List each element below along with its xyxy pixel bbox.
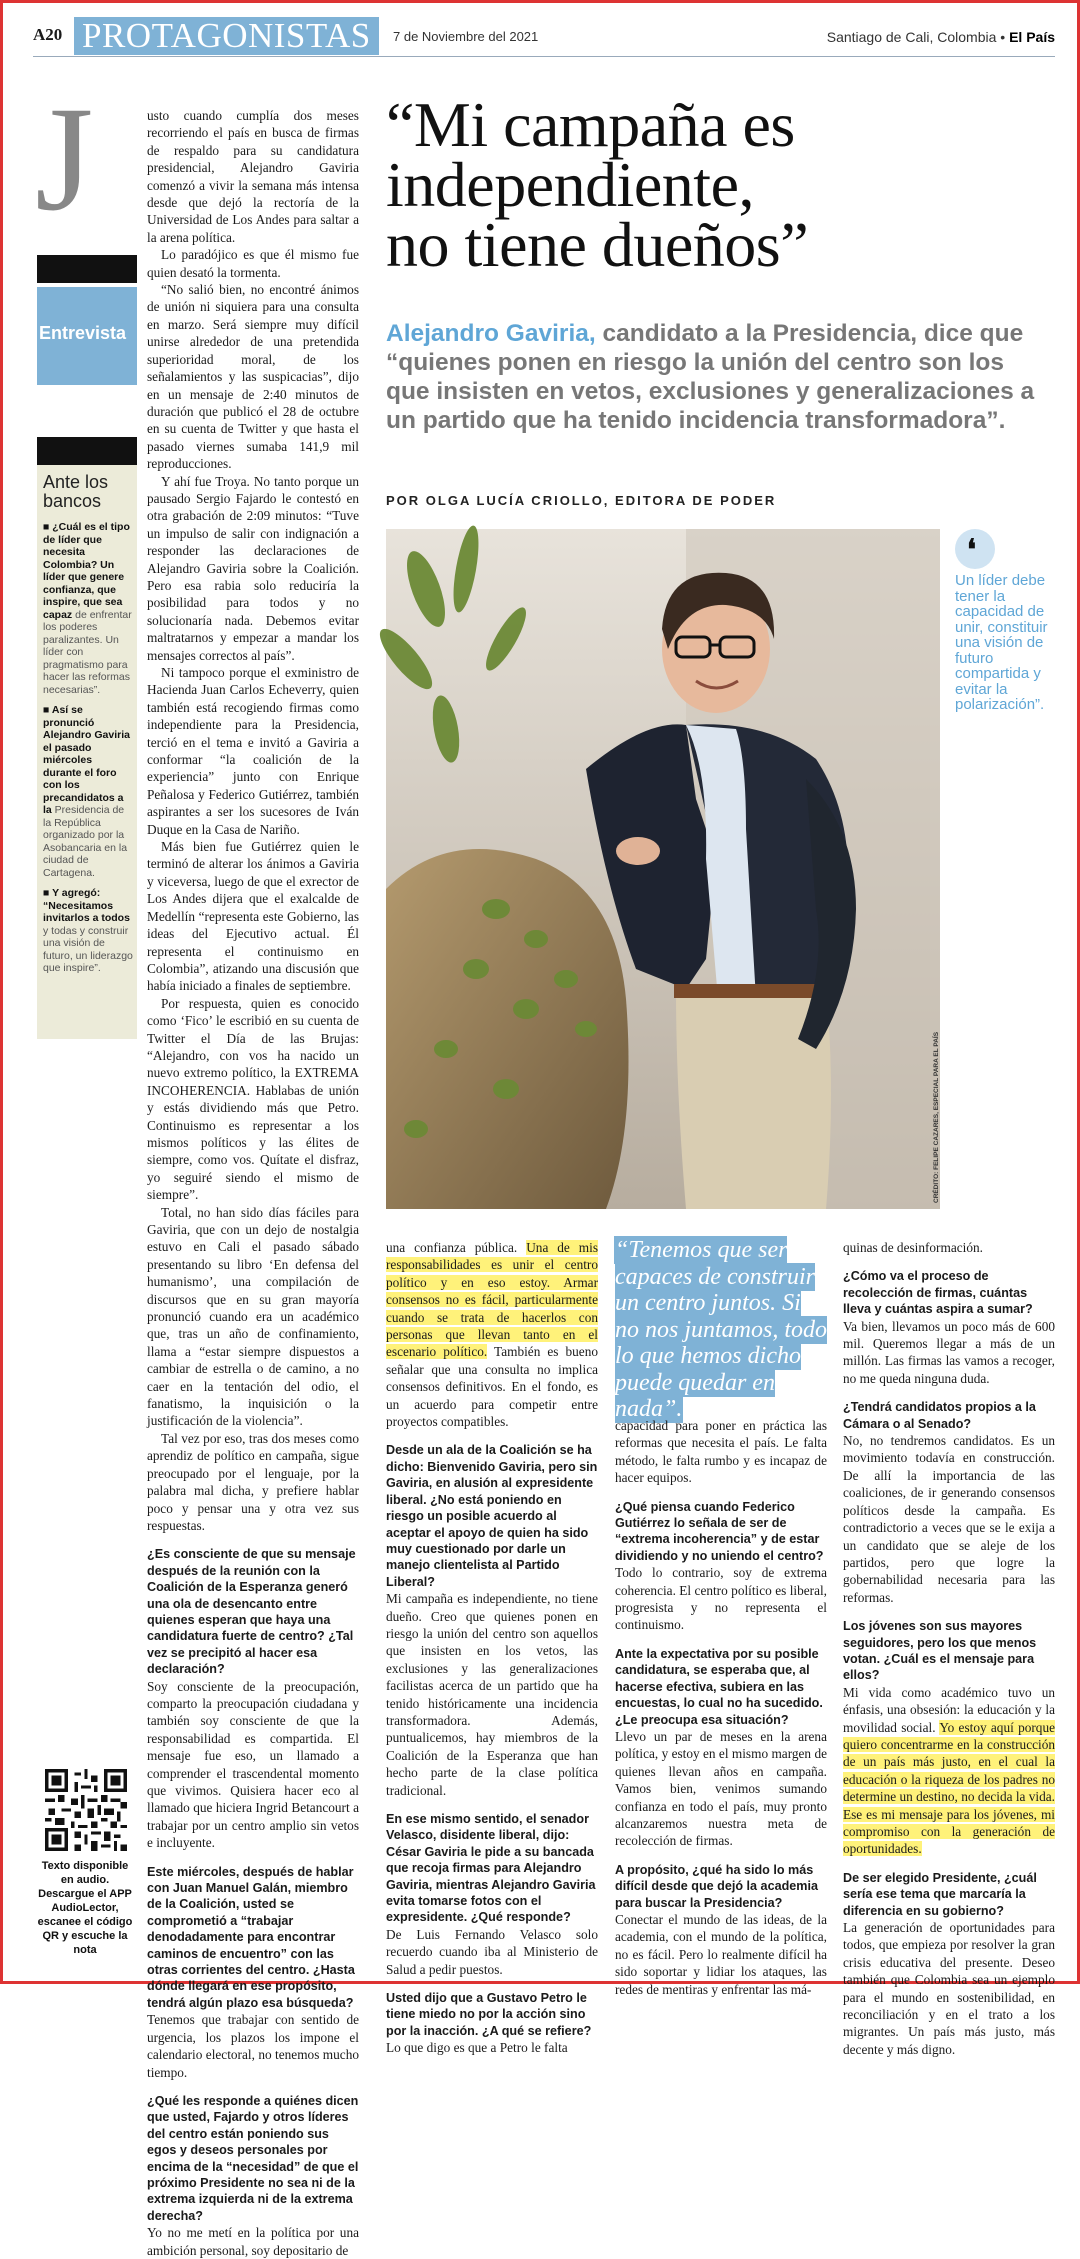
byline: POR OLGA LUCÍA CRIOLLO, EDITORA DE PODER: [386, 493, 777, 508]
article-column-4: [843, 1239, 1055, 2058]
interview-question: ¿Qué les responde a quiénes dicen que usted, Fajardo y otros líderes del centro están poniendo sus egos y deseos personales por encima de la “necesidad” de que el próximo Presidente no sea ni de la extrema izquierda ni de la extrema derecha?: [147, 2093, 359, 2223]
interview-question: Desde un ala de la Coalición se ha dicho: Bienvenido Gaviria, pero sin Gaviria, en alusión al expresidente liberal. ¿No está poniendo en riesgo un posible acuerdo al aceptar el apoyo de quien ha sido muy cuestionado por darle un manejo clientelista al Partido Liberal?: [386, 1443, 598, 1589]
sidebar-title: Ante los bancos: [43, 472, 109, 511]
article-paragraph: Y ahí fue Troya. No tanto porque un pausado Sergio Fajardo le contestó en otra grabación de 2:09 minutos: “Tuve un impulso de salir con indignación a responder las declaraciones de Alejandro Gaviria sobre la Coalición. Pero esa rabia solo reduciría la posibilidad para todos y no solucionaría nada. Debemos evitar maltratarnos y empezar a mandar los mensajes correctos al país”.: [147, 473, 359, 663]
article-column-1: [147, 107, 359, 2259]
article-paragraph: Va bien, llevamos un poco más de 600 mil. Queremos llegar a más de un millón. Las firmas las vamos a recoger, no me queda ninguna duda.: [843, 1318, 1055, 1386]
article-paragraph: No, no tendremos candidatos. Es un movimiento todavía en construcción. De allí la importancia de las coaliciones, de ir generando consensos políticos desde la campaña. Es contradictorio a veces que se le exija a un candidato que se aleje de los partidos, pero que logre la gobernabilidad necesaria para las reformas.: [843, 1433, 1055, 1605]
subject-name: Alejandro Gaviria,: [386, 320, 596, 347]
interview-question: Los jóvenes son sus mayores seguidores, pero los que menos votan. ¿Cuál es el mensaje para ellos?: [843, 1619, 1037, 1683]
interview-question: ¿Cómo va el proceso de recolección de firmas, cuántas lleva y cuántas aspira a sumar?: [843, 1269, 1033, 1317]
interview-question: ¿Qué piensa cuando Federico Gutiérrez lo señala de ser de “extrema incoherencia” y de estar dividiendo y no uniendo el centro?: [615, 1499, 824, 1563]
interview-question: ¿Tendrá candidatos propios a la Cámara o al Senado?: [843, 1400, 1036, 1431]
sidebar-item: ■ Así se pronunció Alejandro Gaviria el pasado miércoles durante el foro con los precandidatos a la Presidencia de la República organizado por la Asobancaria en la ciudad de Cartagena.: [43, 704, 130, 879]
section-title: PROTAGONISTAS: [74, 17, 379, 55]
page-header: [33, 17, 1055, 57]
interview-question: De ser elegido Presidente, ¿cuál sería ese tema que marcaría la diferencia en su gobierno?: [843, 1870, 1037, 1918]
article-paragraph: usto cuando cumplía dos meses recorriendo el país en busca de firmas de respaldo para su candidatura presidencial, Alejandro Gaviria comenzó a vivir la semana más intensa desde que dejó la rectoría de la Universidad de Los Andes para saltar a la arena política.: [147, 108, 359, 245]
audio-note: Texto disponible en audio. Descargue el APP AudioLector, escanee el código QR y escuche la nota: [37, 1860, 133, 1956]
drop-cap: J: [35, 76, 94, 242]
article-paragraph: Por respuesta, quien es conocido como ‘Fico’ le escribió en su cuenta de Twitter el Día de las Brujas: “Alejandro, con vos ha nacido un nuevo extremo político, la EXTREMA INCOHERENCIA. Hablabas de unión y estás dividiendo más que Petro. Continuismo es representar a los mismos políticos y las élites de siempre, como vos. Quítate el disfraz, yo seguiré siendo el mismo de siempre”.: [147, 995, 359, 1203]
sidebar-item: ■ Y agregó: “Necesitamos invitarlos a todos y todas y construir una visión de futuro, un liderazgo que inspire”.: [43, 887, 133, 974]
paper-name: El País: [1009, 29, 1055, 45]
article-column-2: [386, 1239, 598, 2057]
article-paragraph: capacidad para poner en práctica las reformas que necesita el país. Le falta método, le falta rumbo y es incapaz de hacer equipos.: [615, 1418, 827, 1486]
article-paragraph: La generación de oportunidades para todos, que empieza por resolver la gran crisis educativa del presente. Deseo también que Colombia sea un ejemplo para el mundo en sostenibilidad, en reconciliación y en el trato a los migrantes. Un país más justo, más decente y más digno.: [843, 1920, 1055, 2057]
article-paragraph: De Luis Fernando Velasco solo recuerdo cuando iba al Ministerio de Salud a pedir puestos.: [386, 1926, 598, 1977]
interview-question: Este miércoles, después de hablar con Juan Manuel Galán, miembro de la Coalición, usted se comprometió a “trabajar denodadamente para encontrar caminos de encuentro” con las otras corrientes del centro. ¿Hasta dónde llegará en ese propósito, tendrá algún plazo esa búsqueda?: [147, 1864, 355, 2010]
article-paragraph: Lo paradójico es que él mismo fue quien desató la tormenta.: [147, 247, 359, 280]
article-paragraph: Ni tampoco porque el exministro de Hacienda Juan Carlos Echeverry, quien también está recogiendo firmas como independiente para la Presidencia, terció en el tema e invitó a Gaviria a conformar “la coalición de la experiencia” junto con Enrique Peñalosa y Federico Gutiérrez, también aspirantes a ser los sucesores de Iván Duque en la Casa de Nariño.: [147, 665, 359, 837]
qr-code-icon[interactable]: [45, 1769, 127, 1851]
interview-question: A propósito, ¿qué ha sido lo más difícil desde que dejó la academia para buscar la Presidencia?: [615, 1862, 818, 1910]
quote-icon: ❛: [955, 529, 995, 569]
interview-question: Ante la expectativa por su posible candidatura, se esperaba que, al hacerse efectiva, subiera en las encuestas, lo cual no ha sucedido. ¿Le preocupa esa situación?: [615, 1646, 823, 1727]
sidebar-item: ■ ¿Cuál es el tipo de líder que necesita Colombia? Un líder que genere confianza, que inspire, que sea capaz de enfrentar los poderes paralizantes. Un líder con pragmatismo para hacer las reformas necesarias”.: [43, 521, 132, 696]
edition-date: 7 de Noviembre del 2021: [393, 29, 539, 44]
article-paragraph: Conectar el mundo de las ideas, de la academia, con el mundo de la política, no es fácil. Pero lo realmente difícil ha sido soportar y lidiar los ataques, las redes de mentiras y enfrentar las má-: [615, 1911, 827, 1997]
photo-credit: CRÉDITO: FELIPE CAZARES, ESPECIAL PARA EL PAÍS: [933, 1031, 940, 1203]
article-paragraph: Total, no han sido días fáciles para Gaviria, que con un dejo de nostalgia estuvo en Cali el pasado sábado presentando su libro ‘En defensa del humanismo’, una compilación de discursos que en su gran mayoría pronunció cuando era un académico que, tras un año de confinamiento, llama a “estar siempre dispuestos a cambiar de estrella o de camino, a no caer en la tentación del odio, el fanatismo, la inquisición o la justificación de la violencia”.: [147, 1204, 359, 1429]
page-number: A20: [33, 25, 63, 44]
article-paragraph: Yo no me metí en la política por una ambición personal, soy depositario de: [147, 2225, 359, 2258]
interview-question: En ese mismo sentido, el senador Velasco, disidente liberal, dijo: César Gaviria le pide a su bancada que recoja firmas para Alejandro Gaviria, mientras Alejandro Gaviria evita tomarse fotos con el expresidente. ¿Qué responde?: [386, 1812, 596, 1925]
article-paragraph: Más bien fue Gutiérrez quien le terminó de alterar los ánimos a Gaviria y viceversa, luego de que el exrector de Los Andes dijera que el exalcalde de Medellín “representa este Gobierno, las ideas del Ejecutivo actual. Él representa el continuismo en Colombia”, atizando una discusión que había iniciado a finales de septiembre.: [147, 839, 359, 994]
article-paragraph: “No salió bien, no encontré ánimos de unión ni siquiera para una consulta en marzo. Será siempre muy difícil unirse alrededor de una pretendida superioridad moral, de los señalamientos y las suspicacias”, dijo en un mensaje de 2:40 minutos de duración que publicó el 28 de octubre en su cuenta de Twitter y que hasta el pasado viernes sumaba 141,9 mil reproducciones.: [147, 282, 359, 472]
highlighted-text: Una de mis responsabilidades es unir el centro político y en eso estoy. Armar consensos no es fácil, particularmente cuando se trata de hacerlos con personas que llevan tanto en el escenario político.: [386, 1240, 598, 1360]
genre-label: Entrevista: [39, 323, 127, 343]
interview-question: Usted dijo que a Gustavo Petro le tiene miedo no por la acción sino por la inacción. ¿A qué se refiere?: [386, 1991, 592, 2038]
side-quote: Un líder debe tener la capacidad de unir, constituir una visión de futuro compartida y evitar la polarización”.: [955, 572, 1048, 713]
article-paragraph: Llevo un par de meses en la arena política, y estoy en el mismo margen de quienes llevan años en campaña. Vamos bien, venimos sumando confianza en todo el país, muy pronto alcanzaremos nuestra meta de recolección de firmas.: [615, 1728, 827, 1849]
sidebar-box: [37, 465, 137, 1039]
article-paragraph: Soy consciente de la preocupación, comparto la preocupación ciudadana y también soy consciente de que la responsabilidad es compartida. El mensaje fue eso, un llamado a comprender el trascendental momento que vivimos. Quisiera hacer eco al llamado que hiciera Ingrid Betancourt a trabajar por un centro amplio sin vetos e incluyente.: [147, 1678, 359, 1851]
article-paragraph: Mi campaña es independiente, no tiene dueño. Creo que quienes ponen en riesgo la unión del centro son aquellos que insisten en los vetos, las exclusiones y las generalizaciones facilistas acerca de un partido que ha tenido históricamente una incidencia transformadora. Además, puntualicemos, hay miembros de la Coalición de la Esperanza que han hecho parte de la clase política tradicional.: [386, 1591, 598, 1798]
genre-label-box: [37, 287, 137, 385]
highlighted-text: Yo estoy aquí porque quiero concentrarme en la construcción de un país más justo, en el cual la educación o la riqueza de los padres no determine un destino, no decida la vida. Ese es mi mensaje para los jóvenes, mi compromiso con la generación de oportunidades.: [843, 1719, 1055, 1857]
article-paragraph: quinas de desinformación.: [843, 1240, 983, 1255]
portrait-photo: [386, 529, 940, 1209]
article-paragraph: una confianza pública. Una de mis responsabilidades es unir el centro político y en eso estoy. Armar consensos no es fácil, particularmente cuando se trata de hacerlos con personas que llevan tanto en el escenario político. También es bueno señalar que una consulta no implica consensos definitivos. En el fondo, es un acuerdo para competir entre proyectos compatibles.: [386, 1240, 598, 1430]
article-paragraph: Mi vida como académico tuvo un énfasis, una obsesión: la educación y la movilidad social. Yo estoy aquí porque quiero concentrarme en la construcción de un país más justo, en el cual la educación o la riqueza de los padres no determine un destino, no decida la vida. Ese es mi mensaje para los jóvenes, mi compromiso con la generación de oportunidades.: [843, 1684, 1055, 1857]
article-paragraph: Tenemos que trabajar con sentido de urgencia, los plazos los impone el calendario electoral, no tenemos mucho tiempo.: [147, 2012, 359, 2080]
interview-question: ¿Es consciente de que su mensaje después de la reunión con la Coalición de la Esperanza generó una ola de desencanto entre quienes esperan que haya una candidatura fuerte de centro? ¿Tal vez se precipitó al hacer esa declaración?: [147, 1547, 356, 1677]
rail-bar: [37, 255, 137, 283]
article-paragraph: Lo que digo es que a Petro le falta: [386, 2040, 568, 2056]
subheadline: Alejandro Gaviria, candidato a la Presidencia, dice que “quienes ponen en riesgo la unión del centro son los que insisten en vetos, exclusiones y generalizaciones a un partido que ha tenido incidencia transformadora”.: [386, 320, 1035, 434]
pull-quote: “Tenemos que ser capaces de construir un centro juntos. Si no nos juntamos, todo lo que hemos dicho puede quedar en nada”.: [615, 1237, 828, 1422]
article-paragraph: Todo lo contrario, soy de extrema coherencia. El centro político es liberal, progresista y no representa el continuismo.: [615, 1565, 827, 1633]
headline: “Mi campaña es independiente, no tiene dueños”: [386, 89, 809, 280]
article-paragraph: Tal vez por eso, tras dos meses como aprendiz de político en campaña, sigue preocupado por el lenguaje, por la palabra mal dicha, y prefiere hablar poco y pensar una y otra vez sus respuestas.: [147, 1430, 359, 1533]
edition-place: Santiago de Cali, Colombia • El País: [826, 29, 1055, 45]
portrait-illustration: [386, 529, 940, 1209]
rail-bar: [37, 437, 137, 465]
article-column-3: [615, 1417, 827, 1998]
